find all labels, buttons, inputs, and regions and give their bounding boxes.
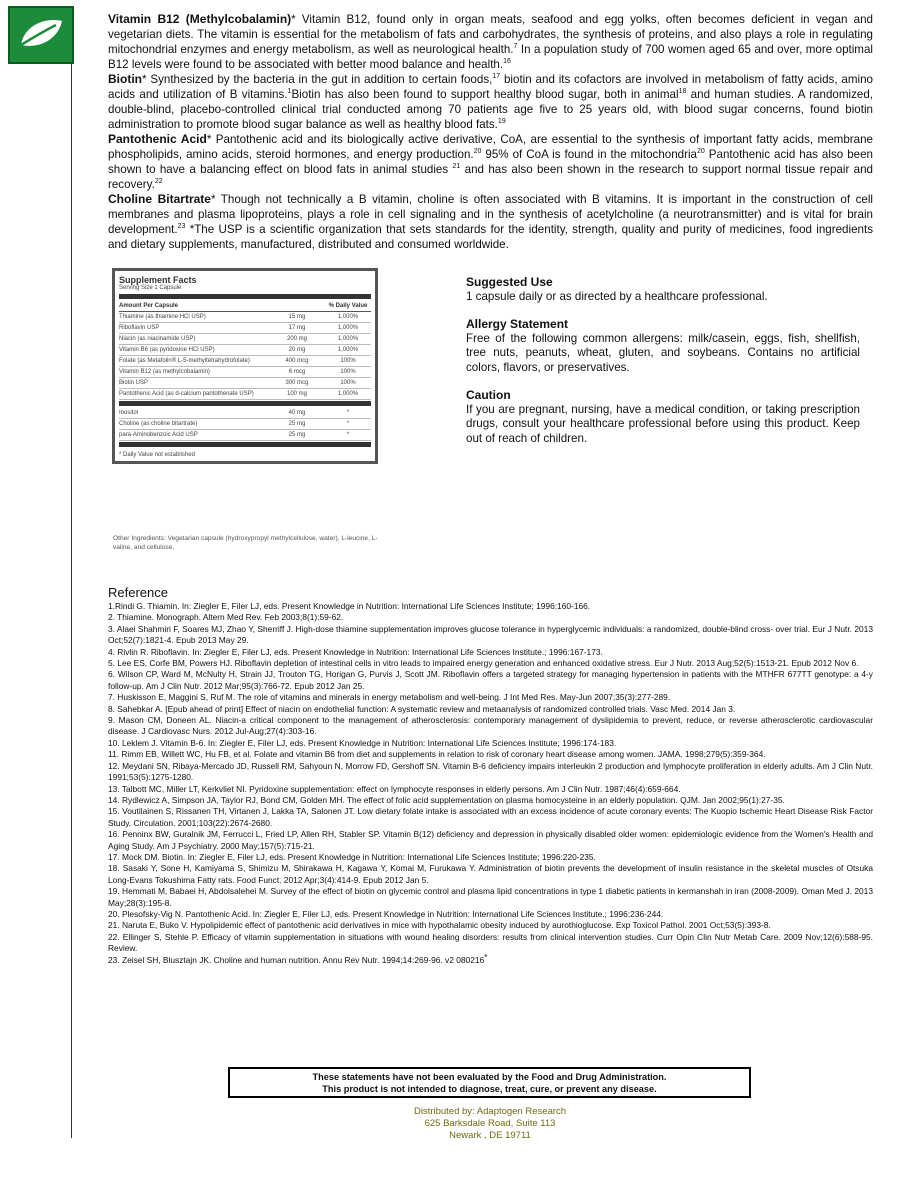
caution-text: If you are pregnant, nursing, have a medical condition, or taking prescription drugs, consult your healthcare professional before using this product. Keep out of reach of children.: [466, 402, 860, 445]
reference-item: 16. Penninx BW, Guralnik JM, Ferrucci L, Fried LP, Allen RH, Stabler SP. Vitamin B(12) deficiency and depression in physically disabled older women: epidemiologic evidence from the Women's Health and Aging Study. Am J Psychiatry. 2000 May;157(5):715-21.: [108, 829, 873, 851]
facts-divider: [119, 401, 371, 406]
allergy-statement: [466, 317, 860, 375]
allergy-heading: Allergy Statement: [466, 317, 569, 331]
facts-rows-2: [119, 408, 371, 441]
reference-item: 11. Rimm EB, Willett WC, Hu FB, et al. Folate and vitamin B6 from diet and supplements in relation to risk of coronary heart disease among women. JAMA. 1998;279(5):359-364.: [108, 749, 766, 760]
reference-item: 5. Lee ES, Corfe BM, Powers HJ. Riboflavin depletion of intestinal cells in vitro leads to impaired energy generation and enhanced oxidative stress. Eur J Nutr. 2013 Aug;52(5):1513-21. Epub 2012 Nov 6.: [108, 658, 859, 669]
reference-item: 23. Zeisel SH, Blusztajn JK. Choline and human nutrition. Annu Rev Nutr. 1994;14:269-96. v2 080216*: [108, 952, 488, 965]
reference-item: 19. Hemmati M, Babaei H, Abdolsalehei M. Survey of the effect of biotin on glycemic control and plasma lipid concentrations in type 1 diabetic patients in kermanshah in iran (2008-2009). Oman Med J. 2013 May;28(3):195-8.: [108, 886, 873, 908]
facts-row: Inositol 40 mg *: [119, 408, 371, 419]
reference-item: 10. Leklem J. Vitamin B-6. In: Ziegler E, Filer LJ, eds. Present Knowledge in Nutrition: International Life Sciences Institute; 1996:174-183.: [108, 737, 617, 748]
reference-list: [108, 601, 873, 966]
reference-item: 6. Wilson CP, Ward M, McNulty H, Strain JJ, Trouton TG, Horigan G, Purvis J, Scott JM. Riboflavin offers a targeted strategy for managing hypertension in patients with the MTHFR 677TT genotype: a 4-y follow-up. Am J Clin Nutr. 2012 Mar;95(3):766-72. Epub 2012 Jan 25.: [108, 669, 873, 691]
reference-item: 13. Talbott MC, Miller LT, Kerkvliet NI. Pyridoxine supplementation: effect on lymphocyte responses in elderly persons. Am J Clin Nutr. 1987;46(4):659-664.: [108, 783, 681, 794]
reference-item: 21. Naruta E, Buko V. Hypolipidemic effect of pantothenic acid derivatives in mice with hypothalamic obesity induced by aurothioglucose. Exp Toxicol Pathol. 2001 Oct;53(5):393-8.: [108, 920, 771, 931]
reference-title: Reference: [108, 585, 168, 600]
facts-row: Biotin USP 300 mcg 100%: [119, 378, 371, 389]
allergy-text: Free of the following common allergens: milk/casein, eggs, fish, shellfish, tree nuts, peanuts, wheat, gluten, and soybeans. Contains no artificial colors, flavors, or preservatives.: [466, 331, 860, 374]
caution-heading: Caution: [466, 388, 511, 402]
reference-item: 18. Sasaki Y, Sone H, Kamiyama S, Shimizu M, Shirakawa H, Kagawa Y, Komai M, Furukawa Y. Administration of biotin prevents the development of insulin resistance in the skeletal muscles of Otsuka Long-Evans Tokushima Fatty rats. Food Funct. 2012 Apr;3(4):414-9. Epub 2012 Jan 5.: [108, 863, 873, 885]
reference-item: 4. Rivlin R. Riboflavin. In: Ziegler E, Filer LJ, eds. Present Knowledge in Nutrition: International Life Sciences Institute.; 1996:167-173.: [108, 646, 603, 657]
other-ingredients: Other Ingredients: Vegetarian capsule (hydroxypropyl methylcellulose, water), L-leucine, L-valine, and cellulose.: [113, 535, 378, 551]
reference-item: 12. Meydani SN, Ribaya-Mercado JD, Russell RM, Sahyoun N, Morrow FD, Gershoff SN. Vitamin B-6 deficiency impairs interleukin 2 production and lymphocyte proliferation in elderly adults. Am J Clin Nutr. 1991;53(5):1275-1280.: [108, 760, 873, 783]
facts-row: Riboflavin USP 17 mg 1,000%: [119, 323, 371, 334]
intro-section: [108, 12, 873, 252]
biotin-paragraph: Biotin* Synthesized by the bacteria in the gut in addition to certain foods,$^{17}$ biotin and its cofactors are involved in metabolism of fatty acids, amino acids and utilization of B vitamins.$^1$Biotin has also been found to support healthy blood sugar, both in animal$^{18}$ and human studies. A randomized, double-blind, placebo-controlled clinical trial conducted among 70 patients age five to 25 years old, with blood sugar concerns, found biotin administration to promote blood sugar balance as well as healthy blood fats.$^{19}$: [108, 72, 873, 131]
reference-item: 14. Rydlewicz A, Simpson JA, Taylor RJ, Bond CM, Golden MH. The effect of folic acid supplementation on plasma homocysteine in an elderly population. QJM. Jan 2002;95(1):27-35.: [108, 794, 785, 805]
caution: [466, 388, 860, 446]
biotin-title: Biotin: [108, 72, 142, 86]
choline-title: Choline Bitartrate: [108, 192, 211, 206]
pantothenic-title: Pantothenic Acid: [108, 132, 207, 146]
facts-title: Supplement Facts: [119, 275, 197, 285]
suggested-use-text: 1 capsule daily or as directed by a healthcare professional.: [466, 289, 768, 303]
b12-title: Vitamin B12 (Methylcobalamin): [108, 12, 292, 26]
facts-row: para-Aminobenzoic Acid USP 25 mg *: [119, 430, 371, 441]
facts-row: Choline (as choline bitartrate) 25 mg *: [119, 419, 371, 430]
facts-rows: [119, 312, 371, 400]
reference-item: 15. Voutilainen S, Rissanen TH, Virtanen J, Lakka TA, Salonen JT. Low dietary folate intake is associated with an excess incidence of acute coronary events: The Kuopio Ischemic Heart Disease Risk Factor Study. Circulation. 2001;103(22):2674-2680.: [108, 806, 873, 828]
distributor-info: Distributed by: Adaptogen Research 625 Barksdale Road, Suite 113 Newark , DE 19711: [413, 1106, 567, 1141]
b12-paragraph: Vitamin B12 (Methylcobalamin)* Vitamin B12, found only in organ meats, seafood and egg yolks, often becomes deficient in vegan and vegetarian diets. The vitamin is essential for the metabolism of fats and carbohydrates, the synthesis of proteins, and also plays a role in regulating mitochondrial enzymes and energy metabolism, as well as neurological health.$^7$ In a population study of 700 women aged 65 and over, more optimal B12 levels were found to be associated with better mood balance and health.$^{16}$: [108, 12, 873, 71]
suggested-use-heading: Suggested Use: [466, 275, 553, 289]
reference-item: 3. Alaei Shahmiri F, Soares MJ, Zhao Y, Sherriff J. High-dose thiamine supplementation improves glucose tolerance in hyperglycemic individuals: a randomized, double-blind cross- over trial. Eur J Nutr. 2013 Oct;52(7):1821-4. Epub 2013 May 29.: [108, 623, 873, 646]
reference-item: 20. Plesofsky-Vig N. Pantothenic Acid. In: Ziegler E, Filer LJ, eds. Present Knowledge in Nutrition: International Life Sciences Institute.; 1996:236-244.: [108, 908, 664, 919]
reference-item: 22. Ellinger S, Stehle P. Efficacy of vitamin supplementation in situations with wound healing disorders: results from clinical intervention studies. Curr Opin Clin Nutr Metab Care. 2009 Nov;12(6):588-95. Review.: [108, 931, 873, 954]
facts-header-row: Amount Per Capsule % Daily Value: [119, 301, 371, 312]
leaf-icon: [16, 15, 66, 55]
reference-item: 1.Rindi G. Thiamin. In: Ziegler E, Filer LJ, eds. Present Knowledge in Nutrition: International Life Sciences Institute; 1996:160-166.: [108, 601, 591, 611]
fda-disclaimer: These statements have not been evaluated by the Food and Drug Administration. This product is not intended to diagnose, treat, cure, or prevent any disease.: [228, 1067, 751, 1098]
brand-logo: [8, 6, 74, 64]
choline-paragraph: Choline Bitartrate* Though not technically a B vitamin, choline is often associated with B vitamins. It is important in the construction of cell membranes and plasma lipoproteins, plays a role in cell signaling and in the synthesis of acetylcholine (a neurotransmitter) and is vital for brain development.$^{23}$ *The USP is a scientific organization that sets standards for the identity, strength, quality and purity of medicines, food ingredients and dietary supplements, manufactured, distributed and consumed worldwide.: [108, 192, 873, 251]
facts-table: [119, 301, 371, 400]
facts-row: Thiamine (as thiamine HCl USP) 15 mg 1,000%: [119, 312, 371, 323]
supplement-facts-panel: [112, 268, 378, 464]
reference-item: 7. Huskisson E, Maggini S, Ruf M. The role of vitamins and minerals in energy metabolism and well-being. J Int Med Res. May-Jun 2007;35(3):277-289.: [108, 692, 671, 703]
facts-row: Pantothenic Acid (as d-calcium pantothenate USP) 100 mg 1,000%: [119, 389, 371, 400]
facts-footnote: * Daily Value not established: [119, 452, 195, 458]
facts-divider: [119, 294, 371, 299]
facts-table-2: [119, 408, 371, 441]
reference-item: 17. Mock DM. Biotin. In: Ziegler E, Filer LJ, eds. Present Knowledge in Nutrition: International Life Sciences Institute; 1996:220-235.: [108, 851, 596, 862]
reference-item: 2. Thiamine. Monograph. Altern Med Rev. Feb 2003;8(1):59-62.: [108, 612, 344, 623]
suggested-use: [466, 275, 860, 304]
facts-row: Folate (as Metafolin® L-5-methyltetrahydrofolate) 400 mcg 100%: [119, 356, 371, 367]
reference-item: 8. Sahebkar A. [Epub ahead of print] Effect of niacin on endothelial function: A systematic review and metaanalysis of randomized controlled trials. Vasc Med. 2014 Jan 3.: [108, 703, 736, 714]
pantothenic-paragraph: Pantothenic Acid* Pantothenic acid and its biologically active derivative, CoA, are essential to the synthesis of important fatty acids, membrane phospholipids, amino acids, steroid hormones, and energy production.$^{20}$ 95% of CoA is found in the mitochondria$^{20}$ Pantothenic acid has also been shown to have a balancing effect on blood fats in animal studies $^{21}$ and has also been shown in the research to support normal tissue repair and recovery.$^{22}$: [108, 132, 873, 191]
facts-divider: [119, 442, 371, 447]
serving-size: Serving Size 1 Capsule: [119, 285, 182, 291]
reference-item: 9. Mason CM, Doneen AL. Niacin-a critical component to the management of atherosclerosis: contemporary management of dyslipidemia to prevent, reduce, or reverse atherosclerotic cardiovascular disease. J Cardiovasc Nurs. 2012 Jul-Aug;27(4):303-16.: [108, 715, 873, 737]
facts-row: Niacin (as niacinamide USP) 200 mg 1,000%: [119, 334, 371, 345]
left-rule: [71, 64, 72, 1138]
facts-row: Vitamin B6 (as pyridoxine HCl USP) 20 mg 1,000%: [119, 345, 371, 356]
facts-row: Vitamin B12 (as methylcobalamin) 6 mcg 100%: [119, 367, 371, 378]
